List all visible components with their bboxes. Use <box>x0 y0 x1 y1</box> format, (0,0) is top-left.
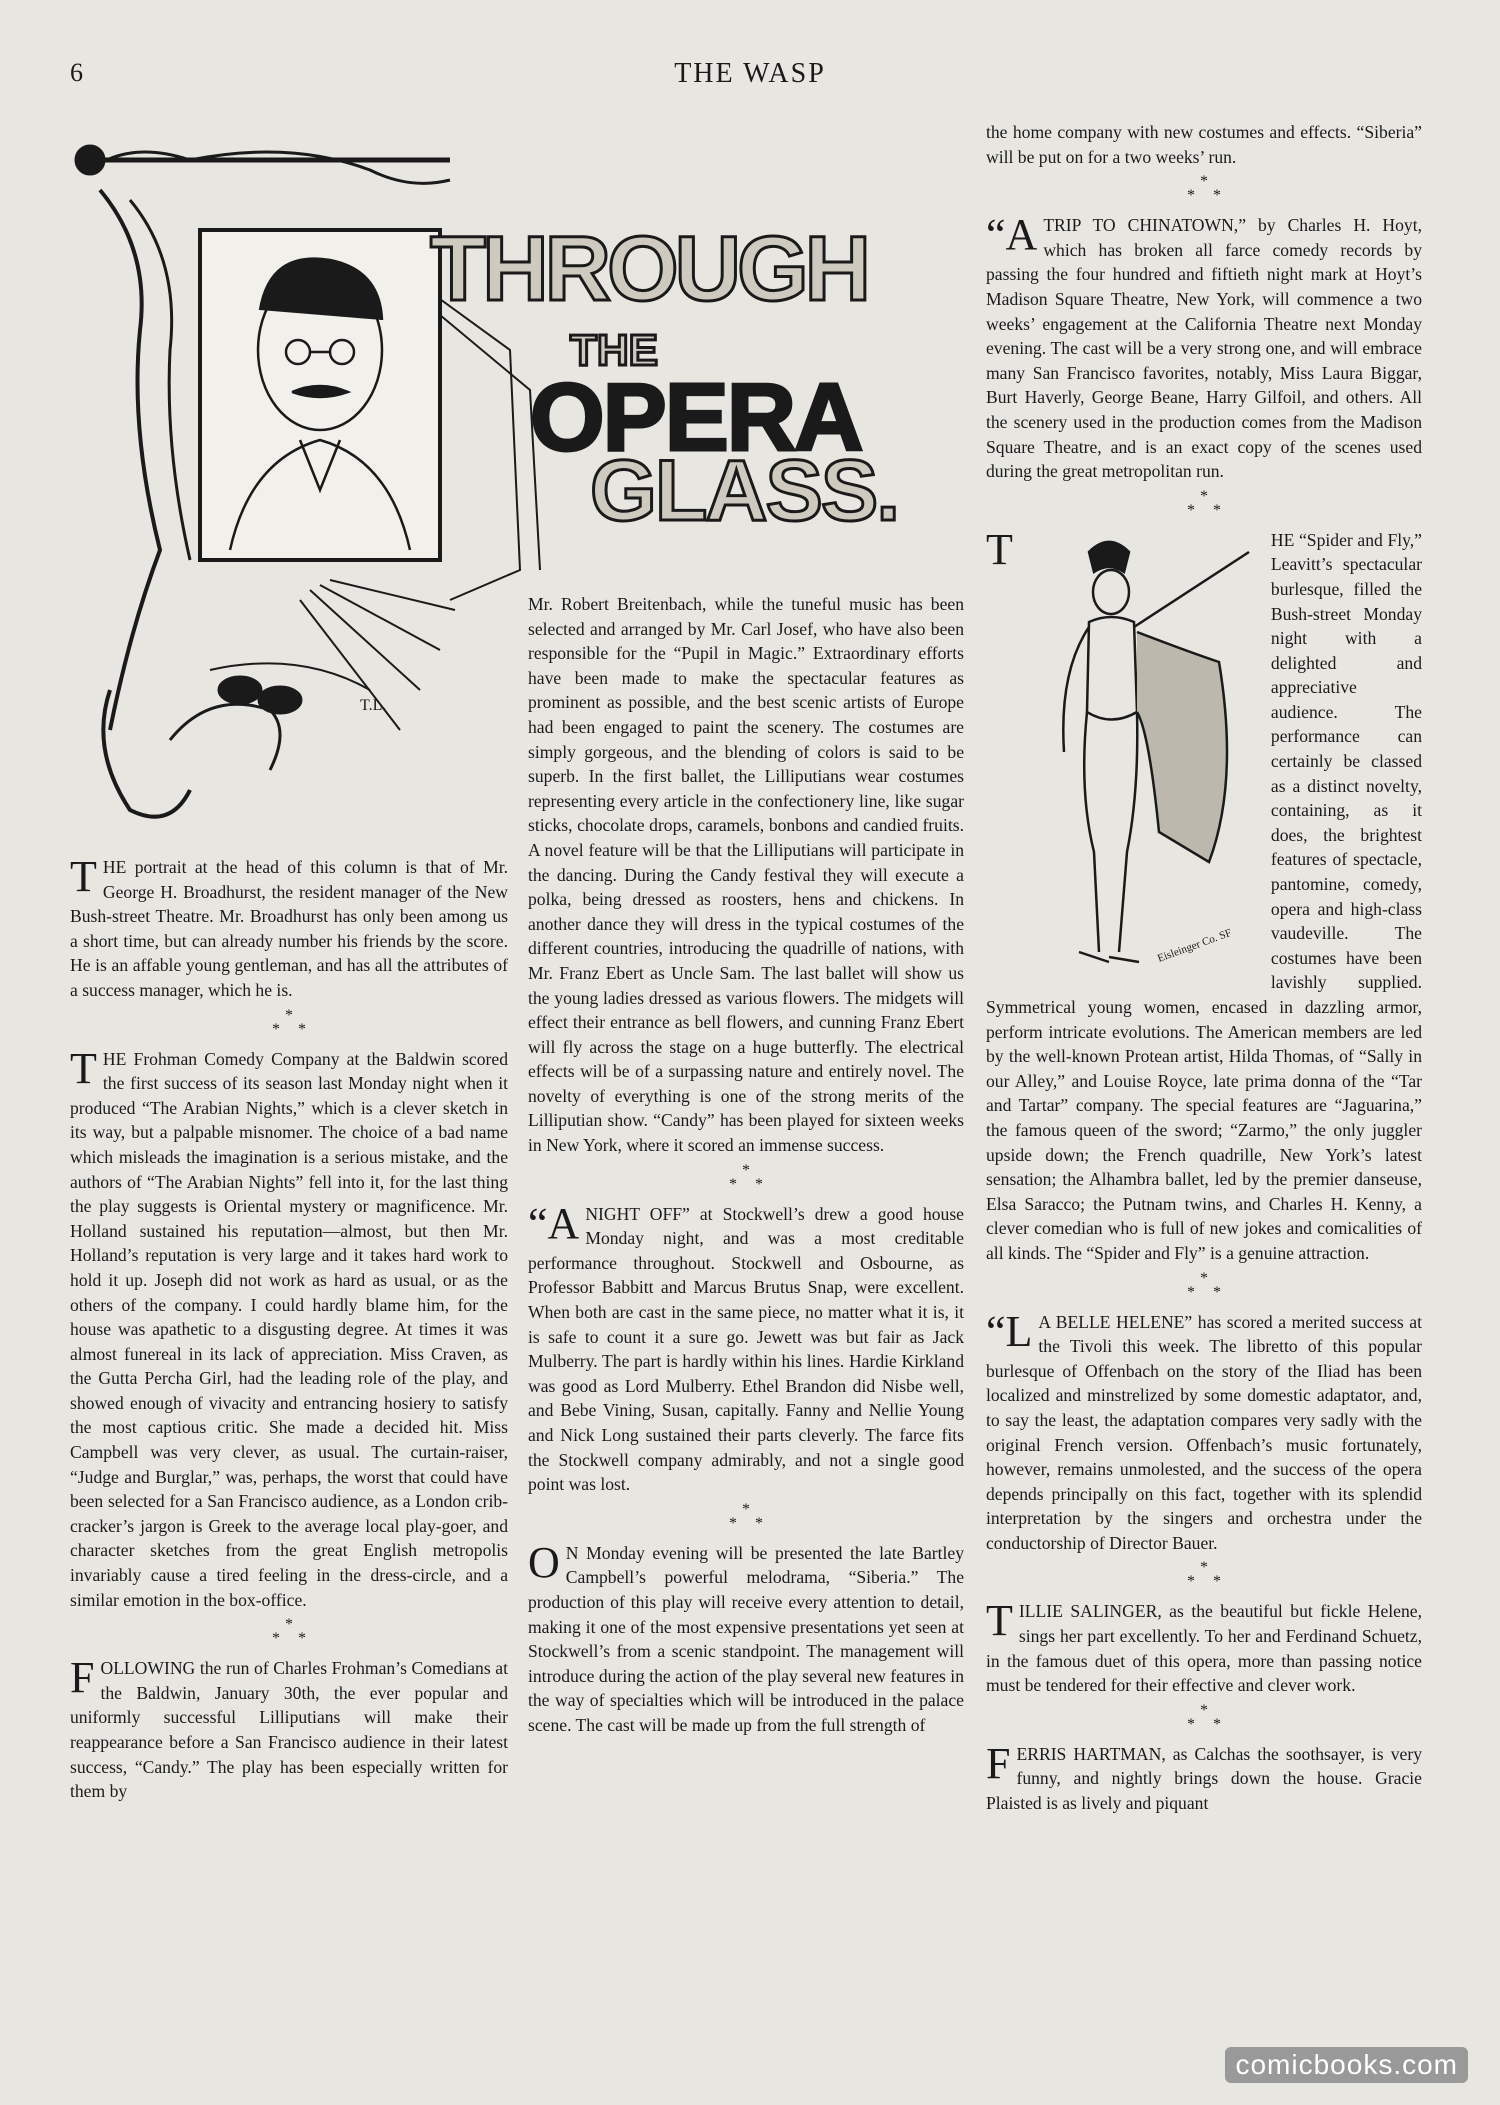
paragraph-frohman: THE Frohman Comedy Company at the Baldwin scored the first success of its season last Monday night when it produced “The Arabian Nights,” which is a clever sketch in its way, but a palpable misnomer. The choice of a bad name which misleads the imagination is a serious mistake, and the authors of “The Arabian Nights” fell into it, for the last thing the play suggests is Oriental mystery or magnificence. Mr. Holland sustained his reputation—almost, but then Mr. Holland’s reputation is very large and it takes hard work to hold it up. Joseph did not work as hard as usual, or as the others of the company. I could hardly blame him, for the house was apathetic to a disgusting degree. At times it was almost funereal in its lack of appreciation. Miss Craven, as the Gutta Percha Girl, had the leading role of the play, and showed enough of vivacity and entrancing hosiery to satisfy the most captious critic. She made a decided hit. Miss Campbell was very clever, as usual. The curtain-raiser, “Judge and Burglar,” was, perhaps, the worst that could have been selected for a San Francisco audience, as a London crib-cracker’s jargon is Greek to the average local play-goer, and character sketches from the great English metropolis invariably cause a tired feeling in the dress-circle, and a similar emotion in the box-office. <box>70 1043 508 1610</box>
section-separator: * ** <box>1187 1701 1239 1733</box>
engraver-signature: Eisleinger Co. SF <box>1155 926 1234 965</box>
section-separator: * ** <box>272 1616 324 1648</box>
title-the: THE <box>570 326 658 375</box>
artist-initials: T.L. <box>360 697 387 714</box>
section-separator: * ** <box>272 1006 324 1038</box>
section-separator: * ** <box>1187 1269 1239 1301</box>
paragraph-la-belle-helene: “L A BELLE HELENE” has scored a merited success at the Tivoli this week. The libretto of this popular burlesque of Offenbach on the story of the Iliad has been localized and minstrelized by some domestic adaptator, and, to say the least, the adaptation compares very sadly with the original French version. Offenbach’s music fortunately, however, remains unmolested, and the success of the opera depends principally on this fact, together with its splendid interpretation by the singers and orchestra under the conductorship of Director Bauer. <box>986 1306 1422 1553</box>
title-through: THROUGH <box>430 218 868 320</box>
watermark: comicbooks.com <box>1225 2047 1468 2083</box>
column-1 <box>70 852 508 1804</box>
paragraph-tillie-salinger: TILLIE SALINGER, as the beautiful but fickle Helene, sings her part excellently. To her and Ferdinand Schuetz, in the famous duet of this opera, more than passing notice must be tendered for their effective and clever work. <box>986 1596 1422 1696</box>
column-2 <box>528 592 964 1738</box>
page-number: 6 <box>70 58 83 87</box>
paragraph-candy: Mr. Robert Breitenbach, while the tuneful music has been selected and arranged by Mr. Carl Josef, who have also been responsible for the “Pupil in Magic.” Extraordinary efforts have been made to make the spectacular features as prominent as possible, and the best scenic artists of Europe had been engaged to paint the scenery. The costumes are simply gorgeous, and the blending of colors is said to be superb. In the first ballet, the Lilliputians wear costumes representing every article in the confectionery line, like sugar sticks, chocolate drops, caramels, bonbons and candied fruits. A novel feature will be that the Lilliputians will participate in the dancing. During the Candy festival they will execute a polka, being dressed as roosters, hens and chickens. In another dance they will dress in the typical costumes of the different countries, introducing the quadrille of nations, with Mr. Franz Ebert as Uncle Sam. The last ballet will show us the young ladies dressed as various flowers. The midgets will effect their entrance as bell flowers, and cunning Franz Ebert will fly across the stage on a huge butterfly. The electrical effects will be of a surpassing nature and entirely novel. The novelty of everything is one of the strong merits of the Lilliputian show. “Candy” has been played for sixteen weeks in New York, where it scored an immense success. <box>528 594 964 1156</box>
dancer-illustration <box>1019 532 1259 982</box>
title-glass: GLASS. <box>590 443 899 539</box>
section-separator: * ** <box>1187 173 1239 205</box>
running-head: THE WASP <box>674 58 826 89</box>
paragraph-spider-and-fly: T Eisleinger Co. SF HE “Spider and Fly,” Leavitt’s spectacular burlesque, filled the Bush-street Monday night with a delighted and appreciative audience. The performance can certainly be classed as a distinct novelty, containing, as it does, the brightest features of spectacle, pantomine, comedy, opera and high-class vaudeville. The costumes have been lavishly supplied. Symmetrical young women, encased in dazzling armor, perform intricate evolutions. The American members are led by the well-known Protean artist, Hilda Thomas, of “Sally in our Alley,” and Louise Royce, late prima donna of the “Tar and Tartar” company. The special features are “Jaguarina,” the famous queen of the sword; “Zarmo,” the only juggler upside down; the French quadrille, New York’s latest sensation; the Alhambra ballet, led by the premier danseuse, Elsa Saracco; the Putnam twins, and Charles H. Kenny, a clever comedian who is full of new jokes and comicalities of all kinds. The “Spider and Fly” is a genuine attraction. <box>986 524 1422 1263</box>
section-separator: * ** <box>1187 1559 1239 1591</box>
paragraph-lilliputians: FOLLOWING the run of Charles Frohman’s Comedians at the Baldwin, January 30th, the ever popular and uniformly successful Lilliputians will make their reappearance before a San Francisco audience in their latest success, “Candy.” The play has been especially written for them by <box>70 1653 508 1802</box>
paragraph-chinatown: “A TRIP TO CHINATOWN,” by Charles H. Hoyt, which has broken all farce comedy records by passing the four hundred and fiftieth night mark at Hoyt’s Madison Square Theatre, New York, will commence a two weeks’ engagement at the California Theatre next Monday evening. The cast will be a very strong one, and will embrace many San Francisco favorites, notably, Miss Laura Biggar, Burt Haverly, George Beane, Harry Gilfoil, and others. All the scenery used in the production comes from the Madison Square Theatre, and is an exact copy of the scenes used during the great metropolitan run. <box>986 210 1422 482</box>
paragraph-night-off: “A NIGHT OFF” at Stockwell’s drew a good house Monday night, and was a most creditable performance throughout. Stockwell and Osbourne, as Professor Babbitt and Marcus Brutus Snap, were excellent. When both are cast in the same piece, no matter what it is, it is safe to count it a sure go. Jewett was but fair as Jack Mulberry. The part is hardly within his lines. Hardie Kirkland was good as Lord Mulberry. Ethel Brandon did Nisbe well, and Bebe Vining, Susan, capitally. Fanny and Nellie Young and Nick Long sustained their parts cleverly. The farce fits the Stockwell company admirably, and not a single good point was lost. <box>528 1198 964 1495</box>
section-separator: * ** <box>729 1161 781 1193</box>
paragraph-siberia-cont: the home company with new costumes and effects. “Siberia” will be put on for a two weeks’ run. <box>986 122 1422 167</box>
paragraph-siberia: O N Monday evening will be presented the late Bartley Campbell’s powerful melodrama, “Siberia.” The production of this play will receive every attention to detail, making it one of the most expensive presentations yet seen at Stockwell’s from a scenic standpoint. The management will introduce during the action of the play several new features in the way of specialties which will be introduced in the palace scene. The cast will be made up from the full strength of <box>528 1537 964 1735</box>
title-opera: OPERA <box>530 364 862 471</box>
paragraph-broadhurst: THE portrait at the head of this column is that of Mr. George H. Broadhurst, the resident manager of the New Bush-street Theatre. Mr. Broadhurst has only been among us a short time, but can already number his friends by the score. He is an affable young gentleman, and has all the attributes of a success manager, which he is. <box>70 852 508 1000</box>
section-separator: * ** <box>729 1500 781 1532</box>
column-3 <box>986 120 1422 1816</box>
section-separator: * ** <box>1187 487 1239 519</box>
paragraph-ferris-hartman: FERRIS HARTMAN, as Calchas the soothsayer, is very funny, and nightly brings down the house. Gracie Plaisted is as lively and piquant <box>986 1738 1422 1814</box>
